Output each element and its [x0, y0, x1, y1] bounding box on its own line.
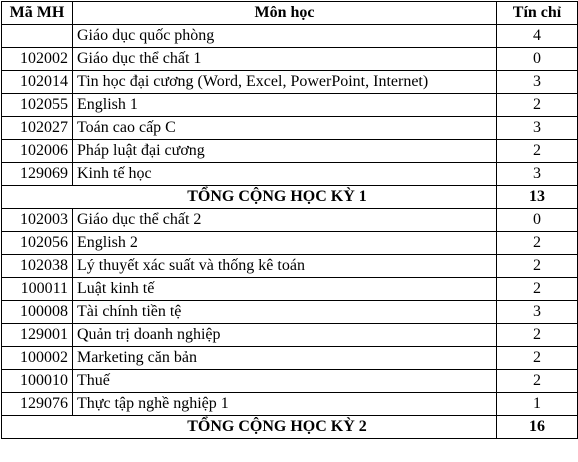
course-name: Toán cao cấp C [73, 117, 497, 140]
course-code: 100010 [2, 370, 73, 393]
course-name: Quản trị doanh nghiệp [73, 324, 497, 347]
course-credits: 2 [497, 278, 578, 301]
semester-1-total-row [2, 186, 578, 209]
table-row [2, 301, 578, 324]
course-credits: 3 [497, 71, 578, 94]
table-row [2, 232, 578, 255]
table-row [2, 347, 578, 370]
course-credits: 2 [497, 140, 578, 163]
course-name: Kinh tế học [73, 163, 497, 186]
course-name: English 1 [73, 94, 497, 117]
course-name: Giáo dục quốc phòng [73, 25, 497, 48]
course-credits: 4 [497, 25, 578, 48]
course-name: Thực tập nghề nghiệp 1 [73, 393, 497, 416]
course-name: Tài chính tiền tệ [73, 301, 497, 324]
table-row [2, 140, 578, 163]
course-code: 102003 [2, 209, 73, 232]
course-credits: 3 [497, 301, 578, 324]
course-code: 100011 [2, 278, 73, 301]
header-credits: Tín chỉ [497, 2, 578, 25]
course-credits: 3 [497, 163, 578, 186]
table-row [2, 370, 578, 393]
table-row [2, 48, 578, 71]
course-code: 102055 [2, 94, 73, 117]
semester-2-total-label: TỔNG CỘNG HỌC KỲ 2 [2, 416, 497, 439]
table-row [2, 117, 578, 140]
header-course-code: Mã MH [2, 2, 73, 25]
semester-2-total-credits: 16 [497, 416, 578, 439]
course-code: 129001 [2, 324, 73, 347]
course-credits: 0 [497, 209, 578, 232]
course-name: Giáo dục thể chất 1 [73, 48, 497, 71]
course-name: Lý thuyết xác suất và thống kê toán [73, 255, 497, 278]
course-credits: 1 [497, 393, 578, 416]
course-name: Tin học đại cương (Word, Excel, PowerPoint, Internet) [73, 71, 497, 94]
table-row [2, 163, 578, 186]
semester-1-total-credits: 13 [497, 186, 578, 209]
course-name: Luật kinh tế [73, 278, 497, 301]
course-credits: 2 [497, 347, 578, 370]
course-name: Giáo dục thể chất 2 [73, 209, 497, 232]
course-credits: 2 [497, 370, 578, 393]
course-name: Thuế [73, 370, 497, 393]
course-credits: 3 [497, 117, 578, 140]
table-row [2, 94, 578, 117]
course-code: 102002 [2, 48, 73, 71]
table-row [2, 25, 578, 48]
table-row [2, 209, 578, 232]
course-name: English 2 [73, 232, 497, 255]
course-name: Pháp luật đại cương [73, 140, 497, 163]
table-row [2, 324, 578, 347]
course-code: 102056 [2, 232, 73, 255]
course-code: 129076 [2, 393, 73, 416]
course-code: 102038 [2, 255, 73, 278]
curriculum-table [1, 1, 578, 439]
table-row [2, 278, 578, 301]
course-code: 129069 [2, 163, 73, 186]
course-credits: 2 [497, 232, 578, 255]
semester-1-total-label: TỔNG CỘNG HỌC KỲ 1 [2, 186, 497, 209]
course-credits: 0 [497, 48, 578, 71]
table-row [2, 71, 578, 94]
course-code: 102006 [2, 140, 73, 163]
course-credits: 2 [497, 255, 578, 278]
table-row [2, 393, 578, 416]
course-code: 100002 [2, 347, 73, 370]
table-row [2, 255, 578, 278]
course-name: Marketing căn bản [73, 347, 497, 370]
course-credits: 2 [497, 94, 578, 117]
course-code: 100008 [2, 301, 73, 324]
header-course-name: Môn học [73, 2, 497, 25]
course-credits: 2 [497, 324, 578, 347]
course-code: 102027 [2, 117, 73, 140]
course-code [2, 25, 73, 48]
header-row [2, 2, 578, 25]
semester-2-total-row [2, 416, 578, 439]
course-code: 102014 [2, 71, 73, 94]
